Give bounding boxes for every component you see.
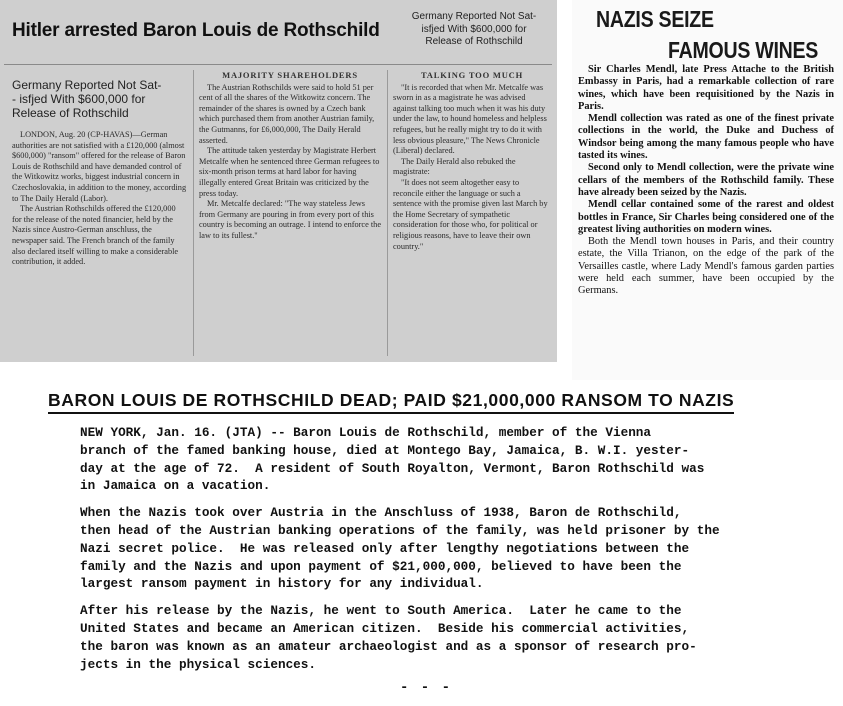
bulletin-line: When the Nazis took over Austria in the Anschluss of 1938, Baron de Rothschild,	[80, 505, 682, 521]
bulletin-line: United States and became an American citizen. Beside his commercial activities,	[80, 620, 690, 636]
bulletin-paragraph	[80, 504, 815, 593]
jta-bulletin	[40, 390, 820, 700]
bulletin-line: in Jamaica on a vacation.	[80, 478, 271, 494]
bulletin-line: family and the Nazis and upon payment of $21,000,000, believed to have been the	[80, 558, 682, 574]
bulletin-line: NEW YORK, Jan. 16. (JTA) -- Baron Louis de Rothschild, member of the Vienna	[80, 425, 652, 440]
article-paragraph: Mr. Metcalfe declared: "The way stateless Jews from Germany are pouring in from every port of this country is becoming an outrage. I intend to enforce the law to its fullest."	[199, 199, 382, 240]
bulletin-line: largest ransom payment in history for any individual.	[80, 576, 484, 592]
bulletin-headline: BARON LOUIS DE ROTHSCHILD DEAD; PAID $21,000,000 RANSOM TO NAZIS	[48, 390, 734, 414]
article-paragraph: Second only to Mendl collection, were the private wine cellars of the members of the Rothschild family. These have already been seized by the Nazis.	[578, 162, 834, 198]
clipping2-body	[578, 64, 834, 298]
dropbox-line: Release of Rothschild	[425, 36, 523, 47]
deck-line: - isfjed With $600,000 for	[12, 92, 146, 106]
deck-line: Germany Reported Not Sat-	[12, 78, 162, 92]
column-subhead: MAJORITY SHAREHOLDERS	[222, 70, 358, 80]
clipping1-deck	[12, 78, 187, 120]
article-paragraph: LONDON, Aug. 20 (CP-HAVAS)—German authorities are not satisfied with a £120,000 (almost $600,000) "ransom" offered for the release of Baron Louis de Rothschild and have demanded control of the Witkowitz works, biggest industrial concern in Czechoslovakia, in addition to the money, according to The Daily Herald (Labor).	[12, 130, 187, 203]
clipping1-column-2	[199, 70, 381, 242]
bulletin-line: then head of the Austrian banking operations of the family, was held prisoner by the	[80, 522, 720, 538]
clipping1-dropbox	[399, 11, 549, 61]
bulletin-paragraph	[80, 424, 815, 495]
bulletin-body	[80, 424, 815, 682]
deck-line: Release of Rothschild	[12, 106, 129, 120]
article-paragraph: Mendl cellar contained some of the rarest and oldest bottles in France, Sir Charles being considered one of the greatest living authorities on modern wines.	[578, 199, 834, 235]
bulletin-line: jects in the physical sciences.	[80, 656, 317, 672]
article-paragraph: The Austrian Rothschilds were said to hold 51 per cent of all the shares of the Witkowitz concern. The remainder of the shares is owned by a Czech bank which purchased them from another Austrian family, the Gutmanns, for £6,000,000, The Daily Herald asserted.	[199, 82, 375, 145]
clipping2-headline-line2: FAMOUS WINES	[668, 37, 819, 63]
column-subhead: TALKING TOO MUCH	[420, 70, 524, 80]
bulletin-line: After his release by the Nazis, he went to South America. Later he came to the	[80, 603, 682, 619]
column-rule	[4, 64, 552, 65]
clipping1-column-3	[393, 70, 551, 252]
bulletin-line: Nazi secret police. He was released only after lengthy negotiations between the	[80, 540, 690, 556]
article-paragraph: "It does not seem altogether easy to reconcile either the language or such a sentence with the promise given last March by the Home Secretary of sympathetic consideration for those who, for political or religious reasons, have to leave their own country."	[393, 177, 548, 251]
article-paragraph: Mendl collection was rated as one of the finest private collections in the world, the Duke and Duchess of Windsor being among the many famous people who have tasted its wines.	[578, 113, 834, 162]
column-divider	[387, 70, 388, 356]
bulletin-line: branch of the famed banking house, died at Montego Bay, Jamaica, B. W.I. yester-	[80, 442, 690, 458]
article-paragraph: The Daily Herald also rebuked the magistrate:	[393, 156, 516, 177]
clipping-hitler-arrested	[0, 0, 557, 362]
clipping1-column-1	[12, 70, 187, 268]
article-paragraph: Both the Mendl town houses in Paris, and their country estate, the Villa Trianon, on the edge of the park of the Versailles castle, where Lady Mendl's famous garden parties were held each summer, have been occupied by the Germans.	[578, 236, 834, 297]
column-divider	[193, 70, 194, 356]
clipping1-headline: Hitler arrested Baron Louis de Rothschild	[12, 20, 380, 41]
article-paragraph: The Austrian Rothschilds offered the £120,000 for the release of the noted financier, held by the Nazis since Austro-German anschluss, the newspaper said. The French branch of the family also declared itself willing to make a considerable contribution, it added.	[12, 204, 179, 267]
dropbox-line: Germany Reported Not Sat-	[411, 11, 537, 22]
bulletin-line: day at the age of 72. A resident of South Royalton, Vermont, Baron Rothschild was	[80, 460, 705, 476]
bulletin-paragraph	[80, 602, 815, 673]
dropbox-line: isfjed With $600,000 for	[421, 23, 527, 35]
clipping-nazis-seize-wines	[572, 0, 843, 380]
article-paragraph: "It is recorded that when Mr. Metcalfe was sworn in as a magistrate he was advised against talking too much when it was his duty under the law, to hound homeless and helpless refugees, but he really might try to do it with less obvious pleasure," The News Chronicle (Liberal) declared.	[393, 82, 547, 156]
clipping2-headline-line1: NAZIS SEIZE	[596, 6, 714, 32]
article-paragraph: The attitude taken yesterday by Magistrate Herbert Metcalfe when he sentenced three German refugees to six-month prison terms at hard labor for having illegally entered Great Britain was criticized by the press today.	[199, 146, 380, 198]
bulletin-end-mark: - - -	[400, 680, 453, 696]
bulletin-line: the baron was known as an amateur archaeologist and as a sponsor of research pro-	[80, 638, 697, 654]
article-paragraph: Sir Charles Mendl, late Press Attache to the British Embassy in Paris, had a remarkable collection of rare wines, which have been requisitioned by the Nazis in Paris.	[578, 64, 834, 112]
